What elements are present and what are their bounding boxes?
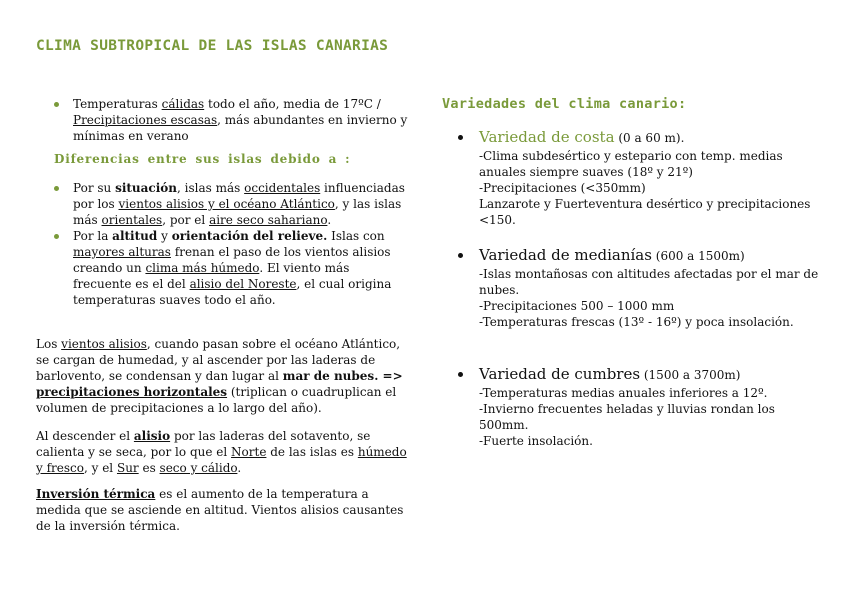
- variety-line: -Precipitaciones (<350mm): [479, 181, 646, 195]
- variety-name: Variedad de costa: [479, 128, 615, 146]
- varieties-heading: Variedades del clima canario:: [442, 96, 687, 112]
- differences-list: [36, 180, 408, 308]
- variety-line: -Islas montañosas con altitudes afectadas por el mar de nubes.: [479, 267, 819, 297]
- variety-costa: [442, 127, 822, 228]
- variety-line: Lanzarote y Fuerteventura desértico y precipitaciones <150.: [479, 197, 811, 227]
- variety-range: (1500 a 3700m): [640, 368, 741, 382]
- variety-name: Variedad de cumbres: [479, 365, 641, 383]
- paragraph-descender: Al descender el alisio por las laderas del sotavento, se calienta y se seca, por lo que el Norte de las islas es húmedo y fresco, y el Sur es seco y cálido.: [36, 429, 407, 475]
- variety-line: -Temperaturas medias anuales inferiores a 12º.: [479, 386, 768, 400]
- intro-list: [36, 96, 408, 144]
- variety-line: -Temperaturas frescas (13º - 16º) y poca insolación.: [479, 315, 794, 329]
- variety-range: (600 a 1500m): [651, 249, 745, 263]
- variety-cumbres: [442, 364, 822, 449]
- variety-line: -Fuerte insolación.: [479, 434, 593, 448]
- variety-range: (0 a 60 m).: [614, 131, 685, 145]
- list-item: Temperaturas cálidas todo el año, media de 17ºC / Precipitaciones escasas, más abundantes en invierno y mínimas en verano: [36, 96, 408, 144]
- list-item-altitud: Por la altitud y orientación del relieve. Islas con mayores alturas frenan el paso de los vientos alisios creando un clima más húmedo. El viento más frecuente es el del alisio del Noreste, el cual origina temperaturas suaves todo el año.: [36, 228, 408, 308]
- page-title: CLIMA SUBTROPICAL DE LAS ISLAS CANARIAS: [36, 38, 389, 54]
- variety-line: -Clima subdesértico y estepario con temp. medias anuales siempre suaves (18º y 21º): [479, 149, 783, 179]
- paragraph-vientos: Los vientos alisios, cuando pasan sobre el océano Atlántico, se cargan de humedad, y al ascender por las laderas de barlovento, se condensan y dan lugar al mar de nubes. => precipitaciones horizontales (triplican o cuadruplican el volumen de precipitaciones a lo largo del año).: [36, 337, 403, 415]
- differences-heading: Diferencias entre sus islas debido a :: [54, 152, 351, 166]
- variety-line: -Invierno frecuentes heladas y lluvias rondan los 500mm.: [479, 402, 775, 432]
- list-item-situacion: Por su situación, islas más occidentales influenciadas por los vientos alisios y el océano Atlántico, y las islas más orientales, por el aire seco sahariano.: [36, 180, 408, 228]
- paragraph-inversion: Inversión térmica es el aumento de la temperatura a medida que se asciende en altitud. Vientos alisios causantes de la inversión térmica.: [36, 487, 404, 533]
- variety-name: Variedad de medianías: [479, 246, 652, 264]
- variety-medianias: [442, 245, 822, 330]
- variety-line: -Precipitaciones 500 – 1000 mm: [479, 299, 675, 313]
